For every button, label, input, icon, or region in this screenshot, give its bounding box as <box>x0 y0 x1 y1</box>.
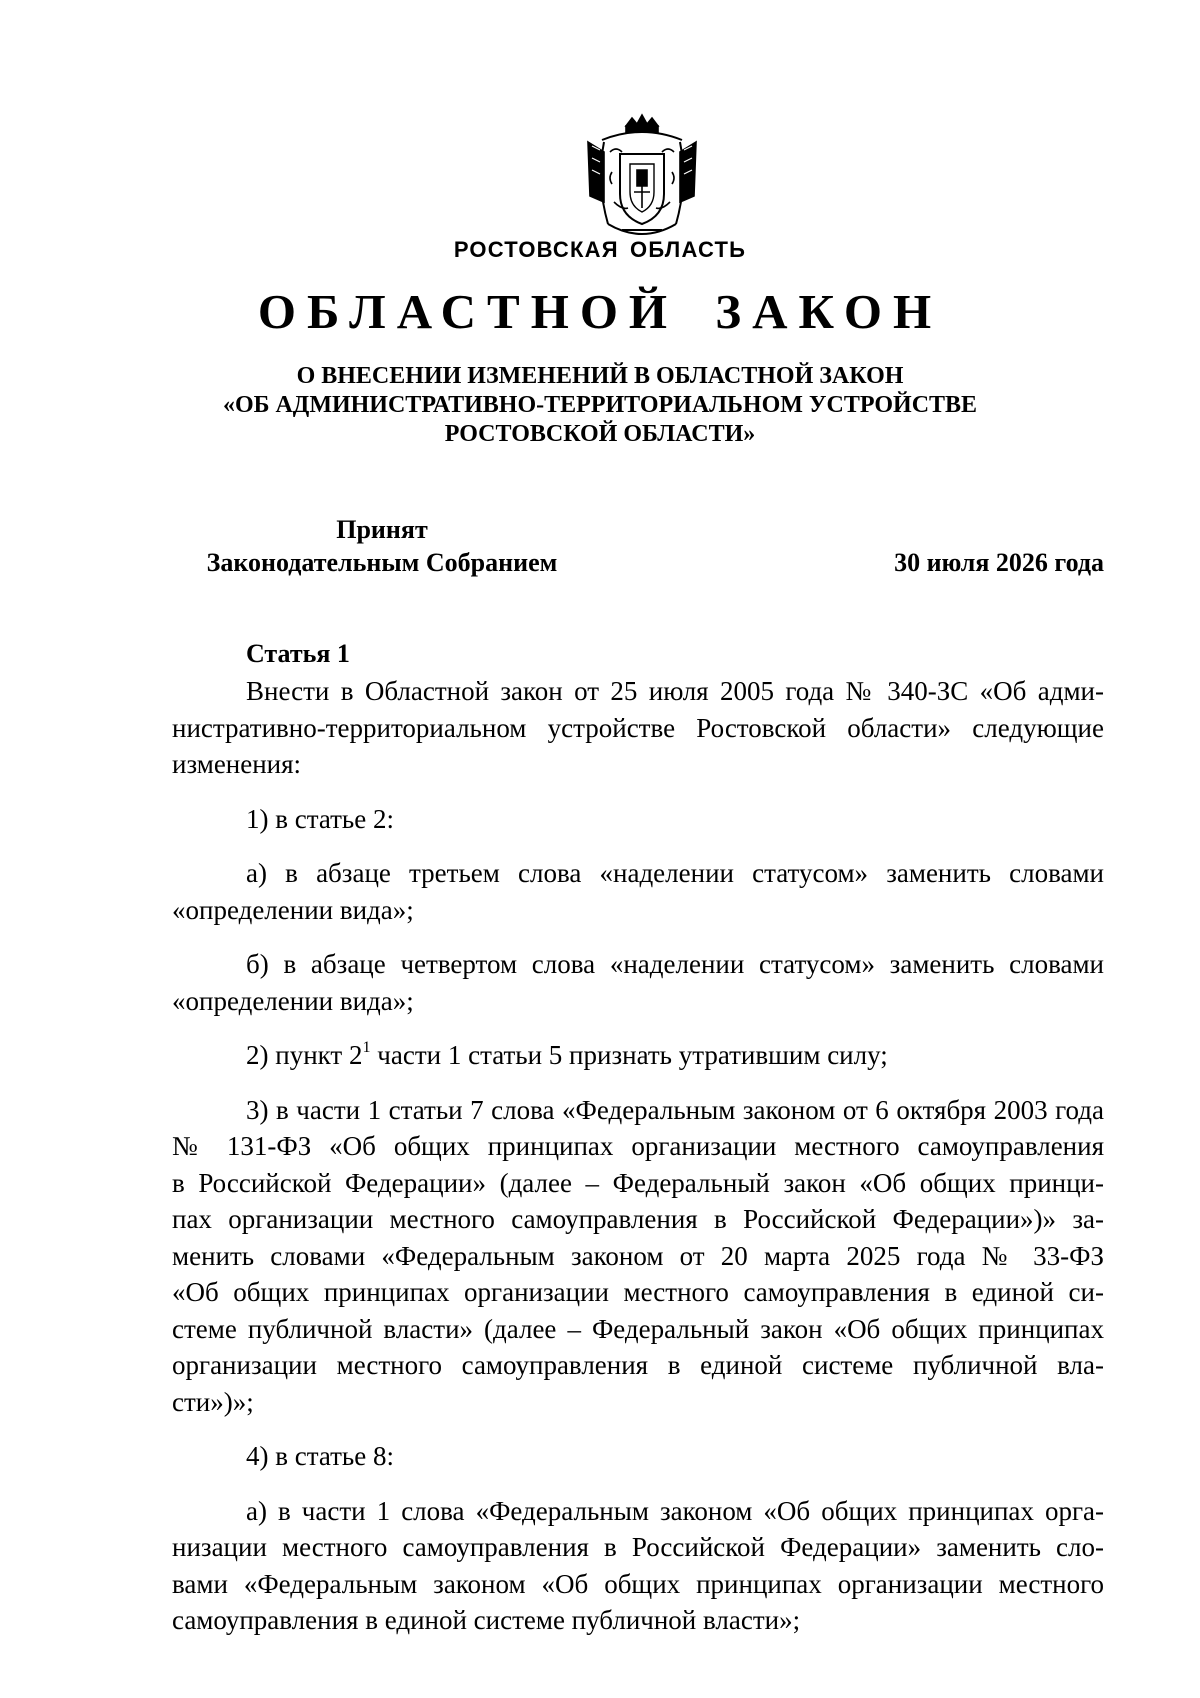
text-line: 3) в части 1 статьи 7 слова «Федеральным законом от 6 октября 2003 года <box>246 1094 1104 1125</box>
text-line: изменения: <box>172 749 302 779</box>
text-line: менить словами «Федеральным законом от 20 марта 2025 года № 33-ФЗ <box>172 1240 1104 1271</box>
list-item-4a <box>172 1493 1104 1639</box>
list-item-1: 1) в статье 2: <box>246 803 394 834</box>
article-heading: Статья 1 <box>246 639 350 668</box>
text-line: низации местного самоуправления в Российской Федерации» заменить сло- <box>172 1532 1104 1562</box>
text-line: вами «Федеральным законом «Об общих принципах организации местного <box>172 1568 1104 1599</box>
text-line: «определении вида»; <box>172 894 414 925</box>
list-item-2 <box>172 1037 1104 1074</box>
article-body <box>172 673 1104 1657</box>
title-line: «ОБ АДМИНИСТРАТИВНО-ТЕРРИТОРИАЛЬНОМ УСТРОЙСТВЕ <box>222 392 978 418</box>
text-line: нистративно-территориальном устройстве Ростовской области» следующие <box>172 712 1104 743</box>
text-line: а) в части 1 слова «Федеральным законом «Об общих принципах орга- <box>246 1495 1104 1526</box>
text-line: «определении вида»; <box>172 985 414 1016</box>
article-intro <box>172 673 1104 783</box>
region-name: РОСТОВСКАЯ ОБЛАСТЬ <box>453 237 747 262</box>
text-run: 2) пункт 2 <box>246 1040 363 1070</box>
text-line: самоуправления в единой системе публичной власти»; <box>172 1605 801 1635</box>
document-kind: ОБЛАСТНОЙ ЗАКОН <box>257 284 943 339</box>
title-line: О ВНЕСЕНИИ ИЗМЕНЕНИЙ В ОБЛАСТНОЙ ЗАКОН <box>296 363 904 389</box>
text-line: организации местного самоуправления в единой системе публичной вла- <box>172 1350 1104 1380</box>
text-line: № 131-ФЗ «Об общих принципах организации местного самоуправления <box>172 1131 1104 1161</box>
text-line: «Об общих принципах организации местного самоуправления в единой си- <box>172 1277 1104 1307</box>
text-line: пах организации местного самоуправления в Российской Федерации»)» за- <box>172 1204 1104 1234</box>
text-line: в Российской Федерации» (далее – Федеральный закон «Об общих принци- <box>172 1167 1104 1198</box>
coat-of-arms-icon <box>582 112 702 244</box>
text-line: а) в абзаце третьем слова «наделении статусом» заменить словами <box>246 858 1104 888</box>
superscript: 1 <box>362 1038 371 1056</box>
adoption-line-accepted: Принят <box>336 515 428 544</box>
text-run: части 1 статьи 5 признать утратившим силу; <box>370 1040 888 1070</box>
list-item-1a <box>172 855 1104 928</box>
text-line: сти»)»; <box>172 1386 254 1417</box>
adoption-body <box>172 513 592 579</box>
title-line: РОСТОВСКОЙ ОБЛАСТИ» <box>444 421 756 447</box>
text-line: Внести в Областной закон от 25 июля 2005 года № 340-ЗС «Об адми- <box>246 676 1104 706</box>
text-line: б) в абзаце четвертом слова «наделении статусом» заменить словами <box>246 949 1104 979</box>
text-line: стеме публичной власти» (далее – Федеральный закон «Об общих принципах <box>172 1313 1104 1344</box>
list-item-3 <box>172 1092 1104 1421</box>
list-item-4: 4) в статье 8: <box>246 1441 394 1471</box>
document-title <box>0 362 1200 449</box>
adoption-line-assembly: Законодательным Собранием <box>206 548 558 577</box>
adoption-date: 30 июля 2026 года <box>894 548 1104 577</box>
list-item-1b <box>172 946 1104 1019</box>
